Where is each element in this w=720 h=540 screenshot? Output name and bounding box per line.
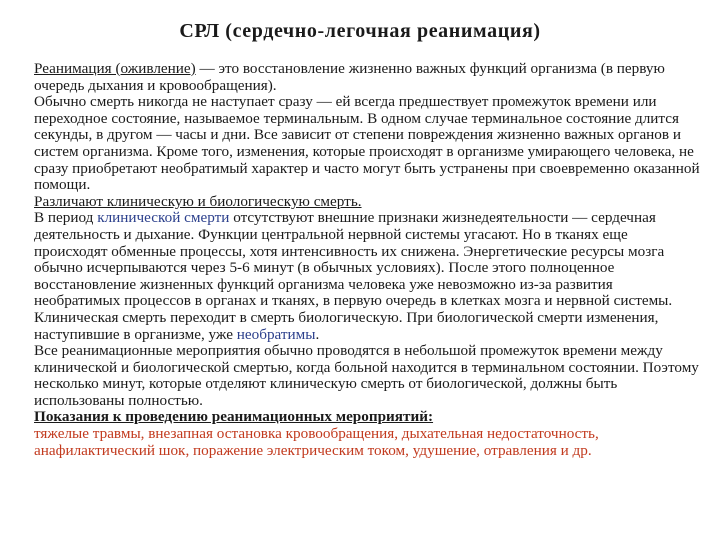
clinical-death-text-middle: отсутствуют внешние признаки жизнедеятельности — сердечная деятельность и дыхание. Функции центральной нервной системы угасают. Но в тканях еще происходят обменные процессы, хотя интенсивность их снижена. Энергетические ресурсы мозга обычно исчерпываются через 5-6 минут (в обычных условиях). После этого полноценное восстановление жизненных функций организма человека уже невозможно из-за развития необратимых процессов в органах и тканях, в первую очередь в клетках мозга и нервной системы. Клиническая смерть переходит в смерть биологическую. При биологической смерти изменения, наступившие в организме, уже	[34, 209, 673, 343]
definition-text: — это восстановление жизненно важных функций организма (в первую очередь дыхания и кровообращения).	[34, 60, 665, 94]
clinical-death-link[interactable]: клинической смерти	[97, 209, 230, 227]
irreversible-link[interactable]: необратимы	[236, 325, 316, 343]
clinical-death-text-after: .	[315, 325, 320, 343]
page-title: СРЛ (сердечно-легочная реанимация)	[179, 20, 541, 42]
slide-body	[34, 61, 702, 459]
definition-paragraph	[34, 61, 702, 94]
indications-heading: Показания к проведению реанимационных мероприятий:	[34, 408, 434, 426]
indications-list: тяжелые травмы, внезапная остановка кровообращения, дыхательная недостаточность, анафилактический шок, поражение электрическим током, удушение, отравления и др.	[34, 425, 599, 459]
terminal-state-paragraph: Обычно смерть никогда не наступает сразу — ей всегда предшествует промежуток времени или переходное состояние, называемое терминальным. В одном случае терминальное состояние длится секунды, в другом — часы и дни. Все зависит от степени повреждения жизненно важных органов и систем организма. Кроме того, изменения, которые происходят в организме умирающего человека, не сразу приобретают необратимый характер и часто могут быть устранены при своевременно оказанной помощи.	[34, 93, 700, 194]
clinical-death-paragraph	[34, 210, 702, 343]
definition-term: Реанимация (оживление)	[34, 60, 196, 77]
death-types-paragraph: Различают клиническую и биологическую смерть.	[34, 192, 362, 210]
resuscitation-window-paragraph: Все реанимационные мероприятия обычно проводятся в небольшой промежуток времени между клинической и биологической смертью, когда больной находится в терминальном состоянии. Поэтому несколько минут, которые отделяют клиническую смерть от биологической, должны быть использованы полностью.	[34, 342, 699, 409]
clinical-death-text-before: В период	[34, 209, 98, 227]
